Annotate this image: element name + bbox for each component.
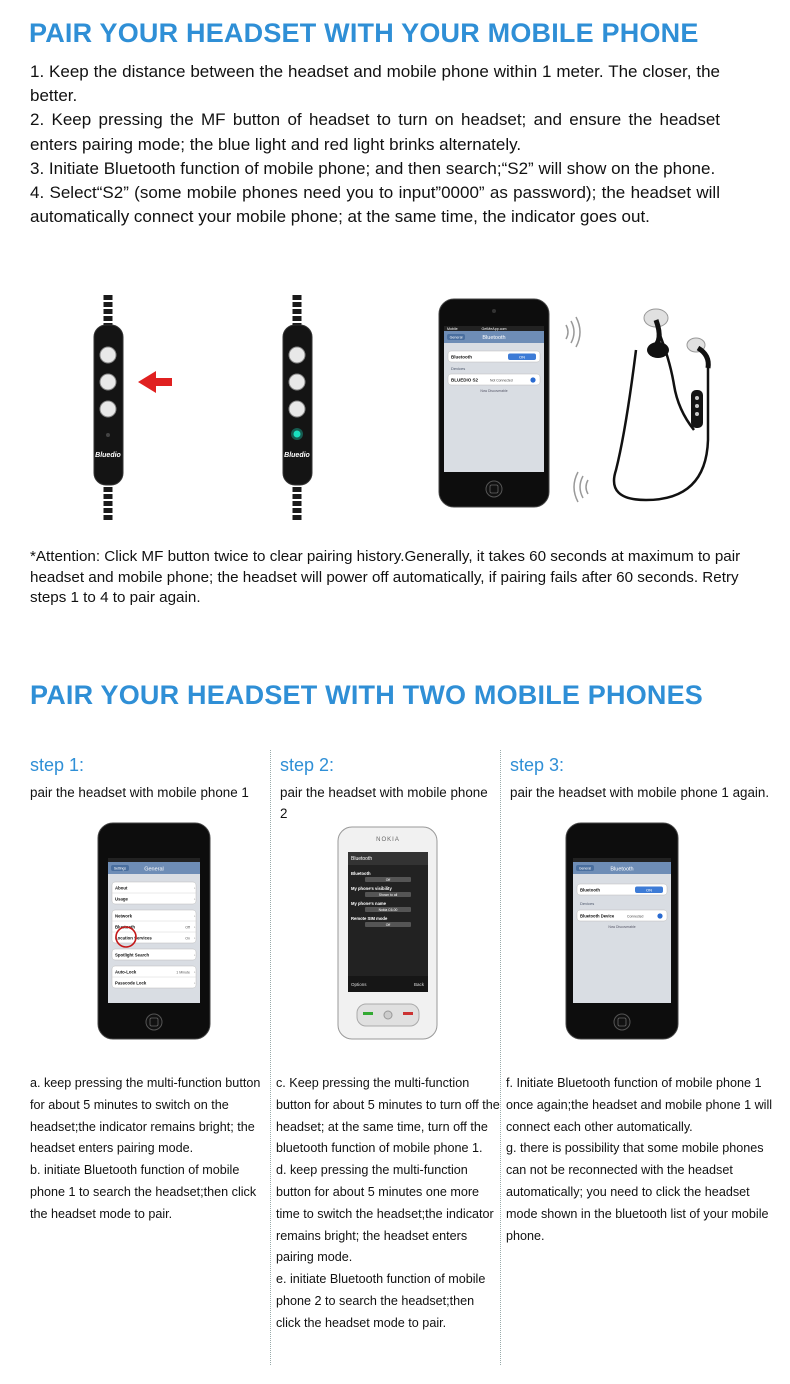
iphone-bluetooth-connected [565, 822, 680, 1042]
step-2-text-e: e. initiate Bluetooth function of mobile phone 2 to search the headset;then click the headset mode to pair. [276, 1272, 486, 1330]
headset-remote-off [88, 295, 188, 520]
step-1-text-b: b. initiate Bluetooth function of mobile phone 1 to search the headset;then click the headset mode to pair. [30, 1163, 257, 1221]
chevron-right-icon: › [194, 935, 196, 941]
instruction-step-1: 1. Keep the distance between the headset and mobile phone within 1 meter. The closer, the better. [30, 62, 720, 106]
chevron-right-icon: › [194, 980, 196, 986]
end-key [403, 1012, 413, 1015]
screen-title: General [144, 866, 164, 873]
step-1-title: step 1: [30, 755, 85, 775]
chevron-right-icon: › [194, 896, 196, 902]
settings-row-label: Location Services [115, 935, 152, 941]
step-3-text-f: f. Initiate Bluetooth function of mobile phone 1 once again;the headset and mobile phone 1 will connect each other automatically. [506, 1076, 773, 1134]
headset-remote-on [277, 295, 327, 520]
volume-up-button [100, 347, 116, 363]
bluetooth-earphones [596, 290, 741, 510]
back-button: Settings [113, 866, 127, 871]
step-3-body [506, 1073, 776, 1247]
iphone-bluetooth [438, 298, 552, 510]
iphone-general-settings [97, 822, 212, 1042]
screen-title: Bluetooth [351, 856, 373, 862]
info-icon [657, 913, 662, 918]
discoverable-text: Now Discoverable [608, 925, 636, 929]
settings-row-label: Network [115, 913, 132, 919]
home-button [146, 1014, 162, 1030]
home-button [486, 481, 502, 497]
mf-button [289, 374, 305, 390]
step-2-body [276, 1073, 500, 1335]
device-status: Connected [627, 914, 644, 919]
screen-title: Bluetooth [482, 335, 506, 341]
phone-screen [573, 858, 671, 1003]
step-3-title: step 3: [510, 755, 565, 775]
home-button [614, 1014, 630, 1030]
nokia-setting-value: Shown to all [378, 893, 398, 897]
earbud [647, 342, 669, 358]
red-arrow-icon [138, 371, 172, 393]
bluetooth-row: Bluetooth [580, 887, 601, 893]
screen-title: Bluetooth [610, 866, 634, 873]
nokia-setting-label: Remote SIM mode [351, 916, 388, 921]
instruction-step-3: 3. Initiate Bluetooth function of mobile phone; and then search;“S2” will show on the phone. [30, 158, 716, 178]
nokia-setting-label: My phone's visibility [351, 886, 392, 891]
step-3-subtitle: pair the headset with mobile phone 1 again. [510, 785, 770, 800]
nokia-setting-value: Off [385, 878, 391, 882]
instruction-step-4: 4. Select“S2” (some mobile phones need you to input”0000” as password); the headset will automatically connect your mobile phone; at the same time, the indicator goes out. [30, 183, 720, 227]
settings-row-label: Auto-Lock [115, 969, 137, 975]
step-2-text-c: c. Keep pressing the multi-function button for about 5 minutes to turn off the headset; at the same time, turn off the bluetooth function of mobile phone 1. [276, 1076, 500, 1156]
step-2-text-d: d. keep pressing the multi-function button for about 5 minutes one more time to switch the headset;the indicator remains bright; the headset enters pairing mode. [276, 1163, 494, 1265]
back-softkey: Back [413, 982, 424, 987]
mf-button [100, 374, 116, 390]
nokia-setting-label: My phone's name [351, 901, 386, 906]
bluetooth-row: Bluetooth [451, 354, 472, 360]
bluetooth-toggle: ON [519, 354, 525, 360]
earphone-remote [691, 390, 703, 428]
chevron-right-icon: › [194, 885, 196, 891]
section-1-title: PAIR YOUR HEADSET WITH YOUR MOBILE PHONE [29, 18, 699, 48]
devices-label: Devices [451, 366, 466, 371]
step-1-subtitle: pair the headset with mobile phone 1 [30, 785, 249, 800]
settings-row-value: On [185, 936, 190, 941]
column-divider [500, 750, 501, 1365]
carrier-text: Mobile [447, 327, 458, 331]
chevron-right-icon: › [194, 952, 196, 958]
discoverable-text: Now Discoverable [480, 389, 508, 393]
nokia-phone [337, 826, 439, 1041]
volume-up-button [289, 347, 305, 363]
info-icon [530, 377, 535, 382]
step-3-text-g: g. there is possibility that some mobile phones can not be reconnected with the headset automatically; you need to click the headset mode shown in the bluetooth list of your mobile phone. [506, 1141, 769, 1243]
volume-down-button [289, 401, 305, 417]
nokia-setting-label: Bluetooth [351, 871, 371, 876]
attention-note: *Attention: Click MF button twice to clear pairing history.Generally, it takes 60 seconds at maximum to pair headset and mobile phone; the headset will power off automatically, if pairing fails after 60 seconds. Retry steps 1 to 4 to pair again. [30, 548, 741, 606]
step-2-title: step 2: [280, 755, 335, 775]
bluetooth-toggle: ON [646, 887, 652, 893]
signal-waves-icon [560, 315, 584, 350]
devices-label: Devices [580, 901, 595, 906]
remote-brand: Bluedio [284, 452, 310, 459]
signal-waves-icon [570, 470, 594, 505]
remote-brand: Bluedio [95, 452, 121, 459]
site-text: GetMeApp.com [481, 327, 507, 331]
settings-row-label: Passcode Lock [115, 980, 147, 986]
column-divider [270, 750, 271, 1365]
step-1-text-a: a. keep pressing the multi-function button for about 5 minutes to switch on the headset;the indicator remains bright; the headset enters pairing mode. [30, 1076, 261, 1156]
chevron-right-icon: › [194, 924, 196, 930]
settings-row-label: Usage [115, 896, 128, 902]
device-name: BLUEDIO S2 [451, 377, 479, 383]
step-2-subtitle: pair the headset with mobile phone 2 [280, 785, 488, 821]
indicator-off [106, 433, 110, 437]
device-name: Bluetooth Device [580, 913, 615, 919]
settings-row-label: Spotlight Search [115, 952, 150, 958]
back-button: General [578, 866, 592, 871]
step-1-body [30, 1073, 270, 1226]
menu-key [384, 1011, 392, 1019]
pairing-instructions [30, 60, 720, 229]
settings-row-label: About [115, 885, 128, 891]
nokia-setting-value: Off [385, 923, 391, 927]
phone-screen [444, 326, 544, 472]
volume-down-button [100, 401, 116, 417]
chevron-right-icon: › [194, 969, 196, 975]
settings-row-value: Off [185, 925, 190, 930]
chevron-right-icon: › [194, 913, 196, 919]
settings-row-value: 1 Minute [176, 970, 190, 975]
back-button: General [449, 335, 463, 340]
call-key [363, 1012, 373, 1015]
device-status: Not Connected [490, 378, 513, 383]
nokia-logo: NOKIA [376, 837, 400, 843]
nokia-setting-value: Nokia C6-00 [378, 908, 398, 912]
section-2-title: PAIR YOUR HEADSET WITH TWO MOBILE PHONES [30, 680, 704, 710]
instruction-step-2: 2. Keep pressing the MF button of headset to turn on headset; and ensure the headset enters pairing mode; the blue light and red light brinks alternately. [30, 110, 720, 154]
indicator-light [294, 431, 301, 438]
settings-row-label: Bluetooth [115, 924, 136, 930]
options-softkey: Options [351, 982, 367, 987]
